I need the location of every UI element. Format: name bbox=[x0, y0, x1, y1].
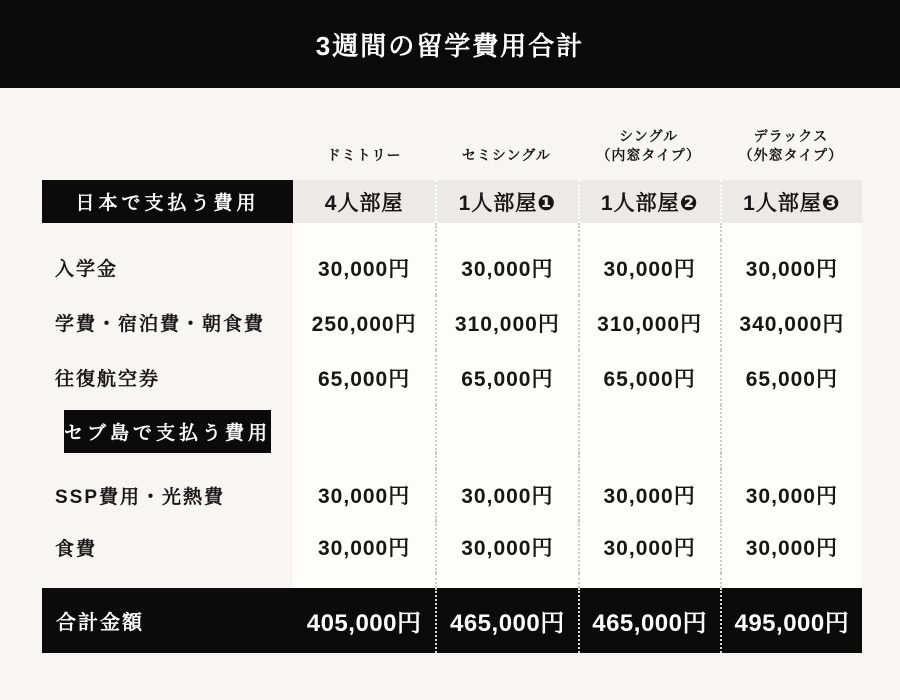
spacer bbox=[42, 453, 293, 469]
column-header-single bbox=[578, 88, 720, 180]
row-label-food: 食費 bbox=[55, 538, 98, 560]
spacer bbox=[293, 453, 435, 469]
column-header-label: デラックス bbox=[753, 127, 829, 144]
cost-value: 65,000円 bbox=[435, 350, 577, 405]
cost-value: 30,000円 bbox=[578, 240, 720, 295]
cost-value: 30,000円 bbox=[578, 521, 720, 573]
cost-value: 310,000円 bbox=[435, 295, 577, 350]
row-label-ssp-utilities: SSP費用・光熱費 bbox=[55, 486, 226, 508]
cost-value: 30,000円 bbox=[720, 240, 862, 295]
spacer bbox=[720, 223, 862, 240]
cost-value: 30,000円 bbox=[435, 469, 577, 521]
page-title: 3週間の留学費用合計 bbox=[315, 30, 585, 61]
section-badge-japan bbox=[42, 180, 293, 223]
column-header-semi-single bbox=[435, 88, 577, 180]
cost-value: 30,000円 bbox=[720, 469, 862, 521]
spacer bbox=[293, 405, 435, 453]
cost-value: 65,000円 bbox=[578, 350, 720, 405]
spacer bbox=[293, 223, 435, 240]
cost-value: 30,000円 bbox=[293, 521, 435, 573]
spacer bbox=[293, 573, 435, 588]
room-type-label: 1人部屋❶ bbox=[458, 191, 557, 215]
title-bar bbox=[0, 0, 900, 88]
row-label-admission-fee: 入学金 bbox=[55, 259, 119, 280]
section-badge-label: セブ島で支払う費用 bbox=[63, 423, 271, 444]
spacer bbox=[578, 453, 720, 469]
cost-value: 30,000円 bbox=[720, 521, 862, 573]
cost-value: 30,000円 bbox=[293, 469, 435, 521]
room-type-label: 1人部屋❷ bbox=[600, 191, 699, 215]
section-badge-cebu bbox=[42, 405, 293, 453]
total-value: 465,000円 bbox=[578, 588, 720, 653]
column-header-label: シングル bbox=[619, 127, 679, 144]
spacer bbox=[720, 573, 862, 588]
spacer bbox=[435, 573, 577, 588]
spacer bbox=[578, 405, 720, 453]
total-value: 405,000円 bbox=[293, 588, 435, 653]
cost-value: 30,000円 bbox=[293, 240, 435, 295]
total-value: 495,000円 bbox=[720, 588, 862, 653]
room-type-cell bbox=[720, 180, 862, 223]
cost-value: 30,000円 bbox=[435, 240, 577, 295]
spacer bbox=[435, 223, 577, 240]
section-badge-box bbox=[64, 410, 271, 453]
room-type-cell bbox=[293, 180, 435, 223]
column-header-deluxe bbox=[720, 88, 862, 180]
room-type-label: 4人部屋 bbox=[324, 191, 404, 215]
total-row-label: 合計金額 bbox=[42, 588, 293, 653]
spacer bbox=[42, 223, 293, 240]
room-type-cell bbox=[435, 180, 577, 223]
section-badge-label: 日本で支払う費用 bbox=[75, 193, 260, 214]
cost-table bbox=[42, 88, 862, 653]
column-header-dormitory bbox=[293, 88, 435, 180]
corner-spacer bbox=[42, 88, 293, 180]
cost-value: 30,000円 bbox=[578, 469, 720, 521]
spacer bbox=[42, 573, 293, 588]
cost-value: 65,000円 bbox=[720, 350, 862, 405]
total-value: 465,000円 bbox=[435, 588, 577, 653]
room-type-cell bbox=[578, 180, 720, 223]
cost-value: 65,000円 bbox=[293, 350, 435, 405]
column-header-sublabel: （外窓タイプ） bbox=[738, 147, 844, 164]
row-label-round-trip-airfare: 往復航空券 bbox=[55, 369, 161, 390]
cost-value: 30,000円 bbox=[435, 521, 577, 573]
column-header-label: ドミトリー bbox=[326, 147, 402, 164]
spacer bbox=[435, 405, 577, 453]
spacer bbox=[578, 573, 720, 588]
spacer bbox=[720, 405, 862, 453]
column-header-sublabel: （内窓タイプ） bbox=[596, 147, 701, 164]
cost-value: 310,000円 bbox=[578, 295, 720, 350]
spacer bbox=[435, 453, 577, 469]
column-header-label: セミシングル bbox=[461, 147, 551, 164]
cost-value: 340,000円 bbox=[720, 295, 862, 350]
room-type-label: 1人部屋❸ bbox=[743, 191, 841, 215]
row-label-tuition-lodging-breakfast: 学費・宿泊費・朝食費 bbox=[55, 314, 266, 335]
cost-value: 250,000円 bbox=[293, 295, 435, 350]
spacer bbox=[578, 223, 720, 240]
spacer bbox=[720, 453, 862, 469]
